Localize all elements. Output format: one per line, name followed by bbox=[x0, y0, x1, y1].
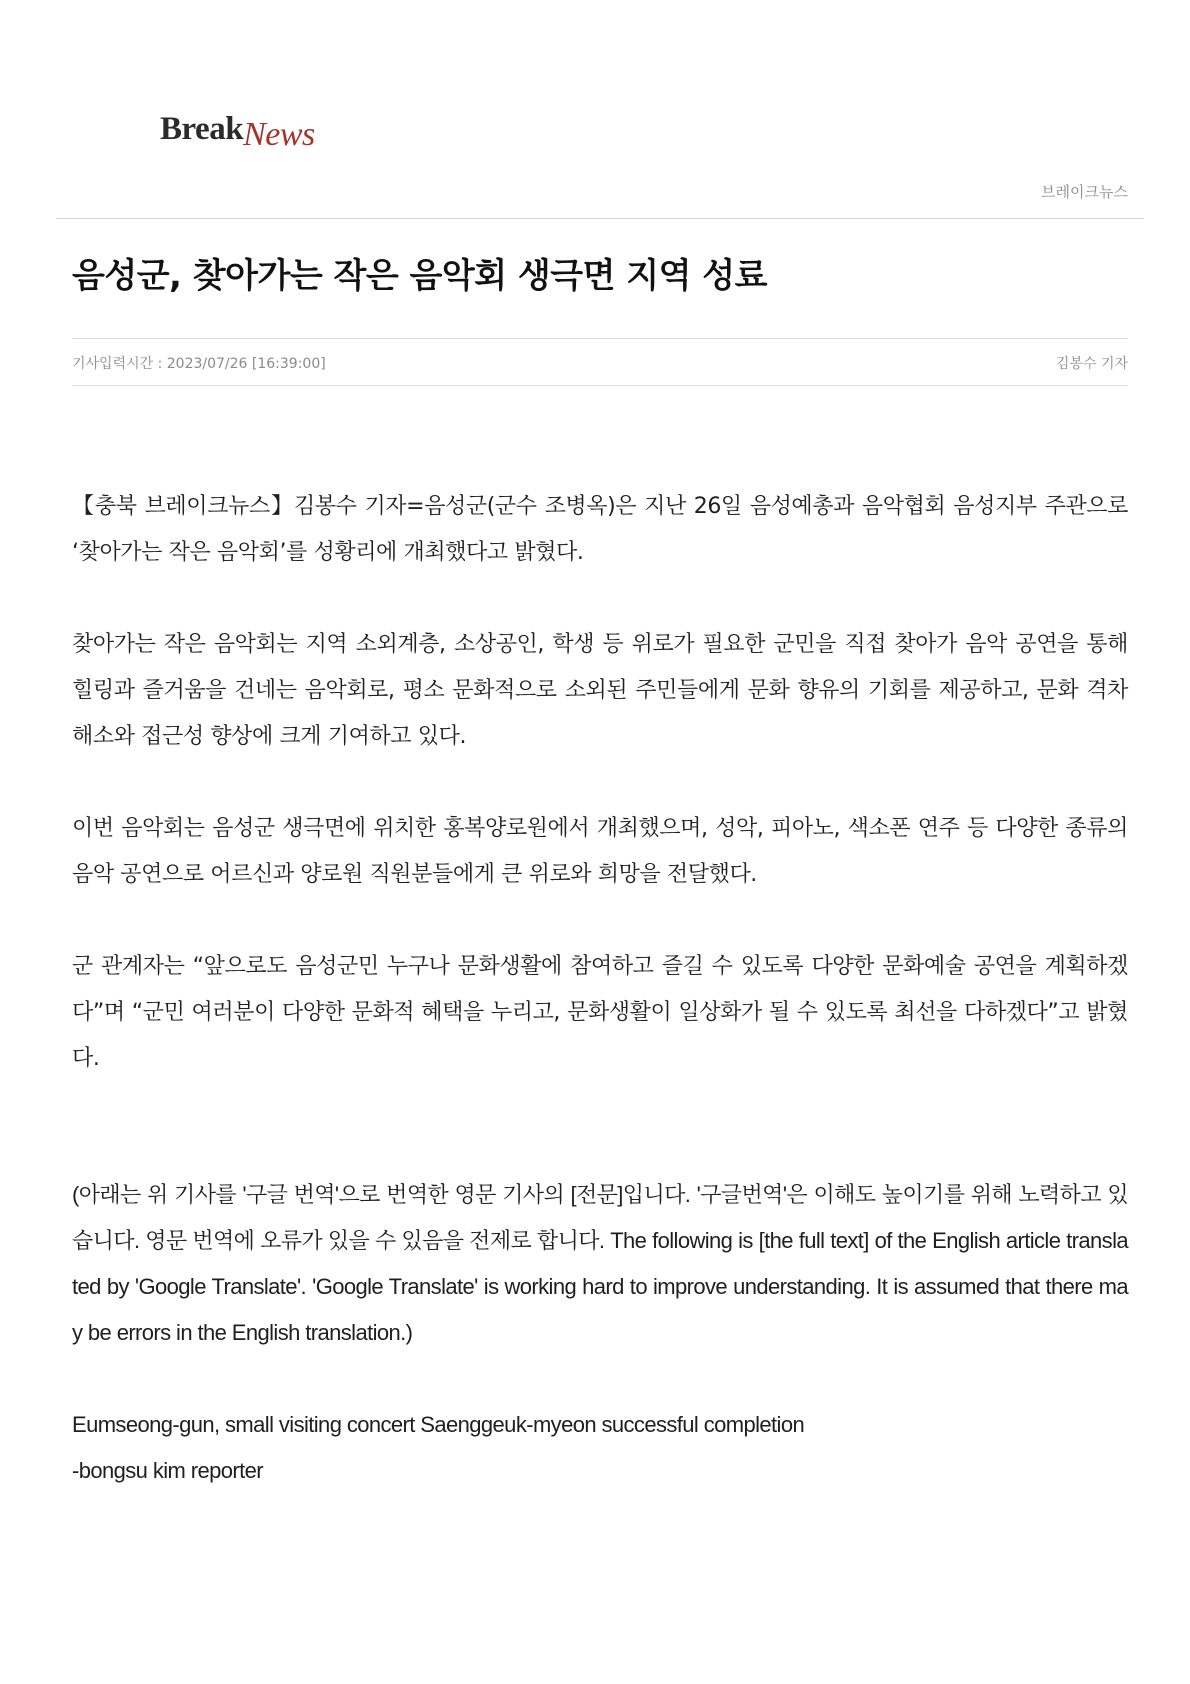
publish-date: 기사입력시간 : 2023/07/26 [16:39:00] bbox=[72, 356, 326, 372]
source-label: 브레이크뉴스 bbox=[1041, 183, 1128, 201]
article-meta-bar bbox=[72, 338, 1128, 386]
english-header bbox=[72, 1402, 1128, 1494]
article-headline: 음성군, 찾아가는 작은 음악회 생극면 지역 성료 bbox=[72, 256, 767, 296]
logo-news-text: News bbox=[243, 116, 315, 153]
english-title: Eumseong-gun, small visiting concert Saenggeuk-myeon successful completion bbox=[72, 1412, 805, 1437]
site-logo[interactable] bbox=[160, 111, 315, 153]
paragraph-spacer bbox=[72, 898, 1128, 944]
section-spacer bbox=[72, 1082, 1128, 1172]
english-byline: -bongsu kim reporter bbox=[72, 1458, 263, 1483]
reporter-name: 김봉수 기자 bbox=[1055, 356, 1128, 372]
paragraph-spacer bbox=[72, 576, 1128, 622]
article-body bbox=[72, 484, 1128, 1494]
translation-section bbox=[72, 1172, 1128, 1356]
paragraph-spacer bbox=[72, 760, 1128, 806]
header-divider bbox=[56, 218, 1144, 219]
paragraph-spacer bbox=[72, 1356, 1128, 1402]
article-paragraph: 찾아가는 작은 음악회는 지역 소외계층, 소상공인, 학생 등 위로가 필요한 군민을 직접 찾아가 음악 공연을 통해 힐링과 즐거움을 건네는 음악회로, 평소 문화적으로 소외된 주민들에게 문화 향유의 기회를 제공하고, 문화 격차 해소와 접근성 향상에 크게 기여하고 있다. bbox=[72, 632, 1128, 749]
translation-note: (아래는 위 기사를 '구글 번역'으로 번역한 영문 기사의 [전문]입니다. '구글번역'은 이해도 높이기를 위해 노력하고 있습니다. 영문 번역에 오류가 있을 수 있음을 전제로 합니다. The following is [the full text] of the English article translated by 'Google Translate'. 'Google Translate' is working hard to improve understanding. It is assumed that there may be errors in the English translation.) bbox=[72, 1182, 1128, 1345]
logo-break-text: Break bbox=[160, 111, 244, 147]
article-paragraph: 군 관계자는 “앞으로도 음성군민 누구나 문화생활에 참여하고 즐길 수 있도록 다양한 문화예술 공연을 계획하겠다”며 “군민 여러분이 다양한 문화적 혜택을 누리고, 문화생활이 일상화가 될 수 있도록 최선을 다하겠다”고 밝혔다. bbox=[72, 954, 1128, 1071]
article-paragraph: 이번 음악회는 음성군 생극면에 위치한 홍복양로원에서 개최했으며, 성악, 피아노, 색소폰 연주 등 다양한 종류의 음악 공연으로 어르신과 양로원 직원분들에게 큰 위로와 희망을 전달했다. bbox=[72, 816, 1128, 887]
article-paragraph: 【충북 브레이크뉴스】김봉수 기자=음성군(군수 조병옥)은 지난 26일 음성예총과 음악협회 음성지부 주관으로 ‘찾아가는 작은 음악회’를 성황리에 개최했다고 밝혔다. bbox=[72, 494, 1128, 565]
